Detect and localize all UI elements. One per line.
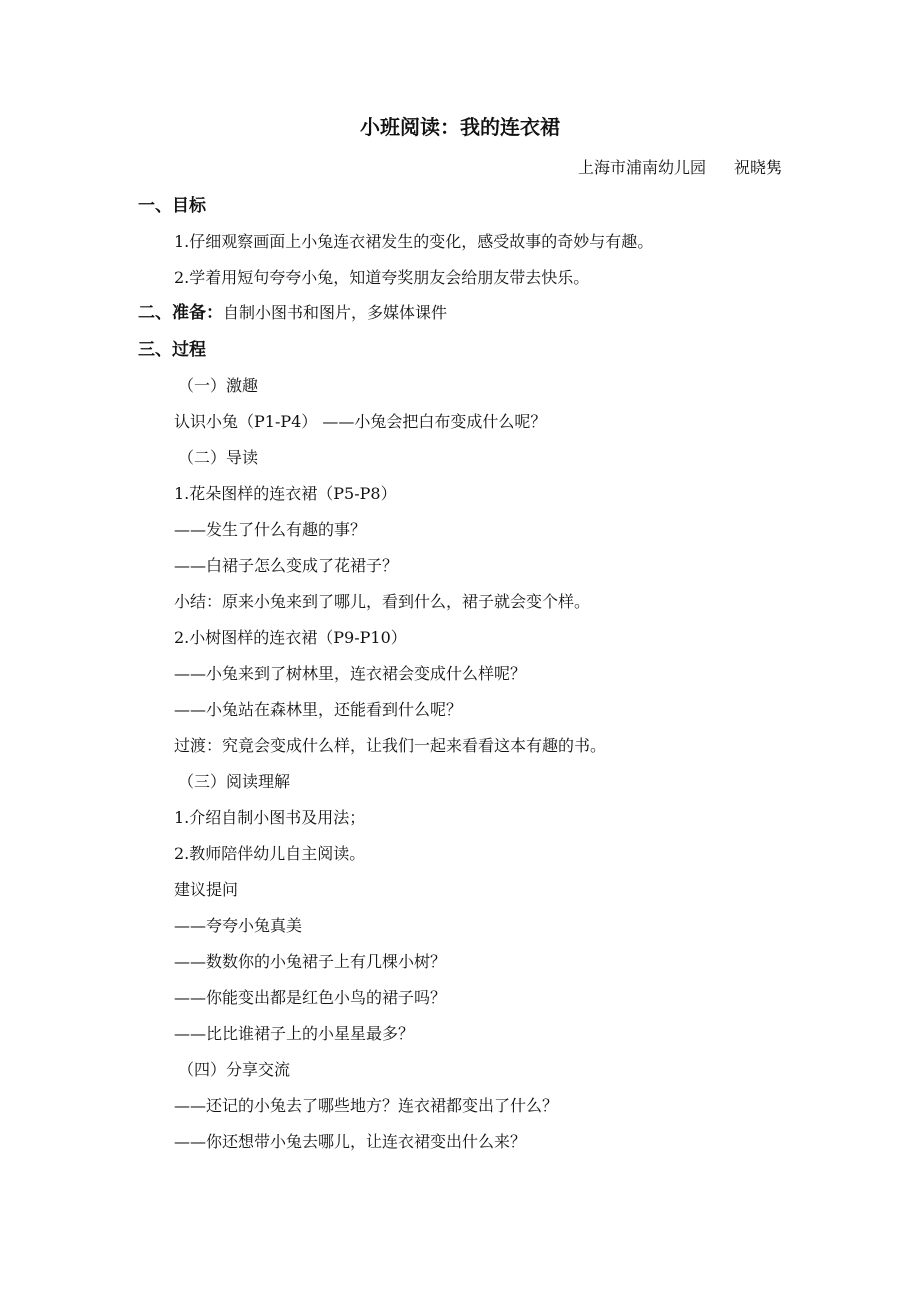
- process-subheading: （一）激趣: [178, 376, 259, 395]
- prep-heading: 二、准备：: [138, 303, 223, 323]
- document-title: 小班阅读：我的连衣裙: [360, 115, 560, 139]
- author-name: 祝晓隽: [733, 158, 782, 177]
- goal-item: 1.仔细观察画面上小兔连衣裙发生的变化，感受故事的奇妙与有趣。: [174, 232, 654, 251]
- process-line: 1.介绍自制小图书及用法；: [174, 808, 366, 827]
- process-line: 认识小兔（P1-P4） ——小兔会把白布变成什么呢？: [174, 412, 547, 431]
- prep-line: [138, 300, 447, 326]
- process-line: ——夸夸小兔真美: [174, 916, 303, 935]
- process-line: ——你能变出都是红色小鸟的裙子吗？: [174, 988, 447, 1007]
- process-subheading: （二）导读: [178, 448, 259, 467]
- process-line: ——比比谁裙子上的小星星最多？: [174, 1024, 415, 1043]
- process-subheading: （三）阅读理解: [178, 772, 291, 791]
- goal-item: 2.学着用短句夸夸小兔，知道夸奖朋友会给朋友带去快乐。: [174, 268, 590, 287]
- process-line: ——还记的小兔去了哪些地方？连衣裙都变出了什么？: [174, 1096, 559, 1115]
- process-line: 1.花朵图样的连衣裙（P5-P8）: [174, 484, 397, 503]
- process-line: ——发生了什么有趣的事？: [174, 520, 367, 539]
- process-line: 建议提问: [174, 880, 239, 899]
- prep-text: 自制小图书和图片，多媒体课件: [223, 303, 448, 322]
- process-line: ——数数你的小兔裙子上有几棵小树？: [174, 952, 447, 971]
- process-line: ——你还想带小兔去哪儿，让连衣裙变出什么来？: [174, 1132, 527, 1151]
- process-line: 过渡：究竟会变成什么样，让我们一起来看看这本有趣的书。: [174, 736, 607, 755]
- process-line: ——小兔站在森林里，还能看到什么呢？: [174, 700, 463, 719]
- process-line: 2.教师陪伴幼儿自主阅读。: [174, 844, 366, 863]
- process-line: 小结：原来小兔来到了哪儿，看到什么，裙子就会变个样。: [174, 592, 591, 611]
- process-subheading: （四）分享交流: [178, 1060, 291, 1079]
- process-line: ——小兔来到了树林里，连衣裙会变成什么样呢？: [174, 664, 527, 683]
- process-heading: 三、过程: [138, 340, 206, 360]
- author-school: 上海市浦南幼儿园: [577, 158, 706, 177]
- process-line: 2.小树图样的连衣裙（P9-P10）: [174, 628, 407, 647]
- goals-heading: 一、目标: [138, 196, 206, 216]
- process-line: ——白裙子怎么变成了花裙子？: [174, 556, 399, 575]
- author-line: [578, 155, 782, 181]
